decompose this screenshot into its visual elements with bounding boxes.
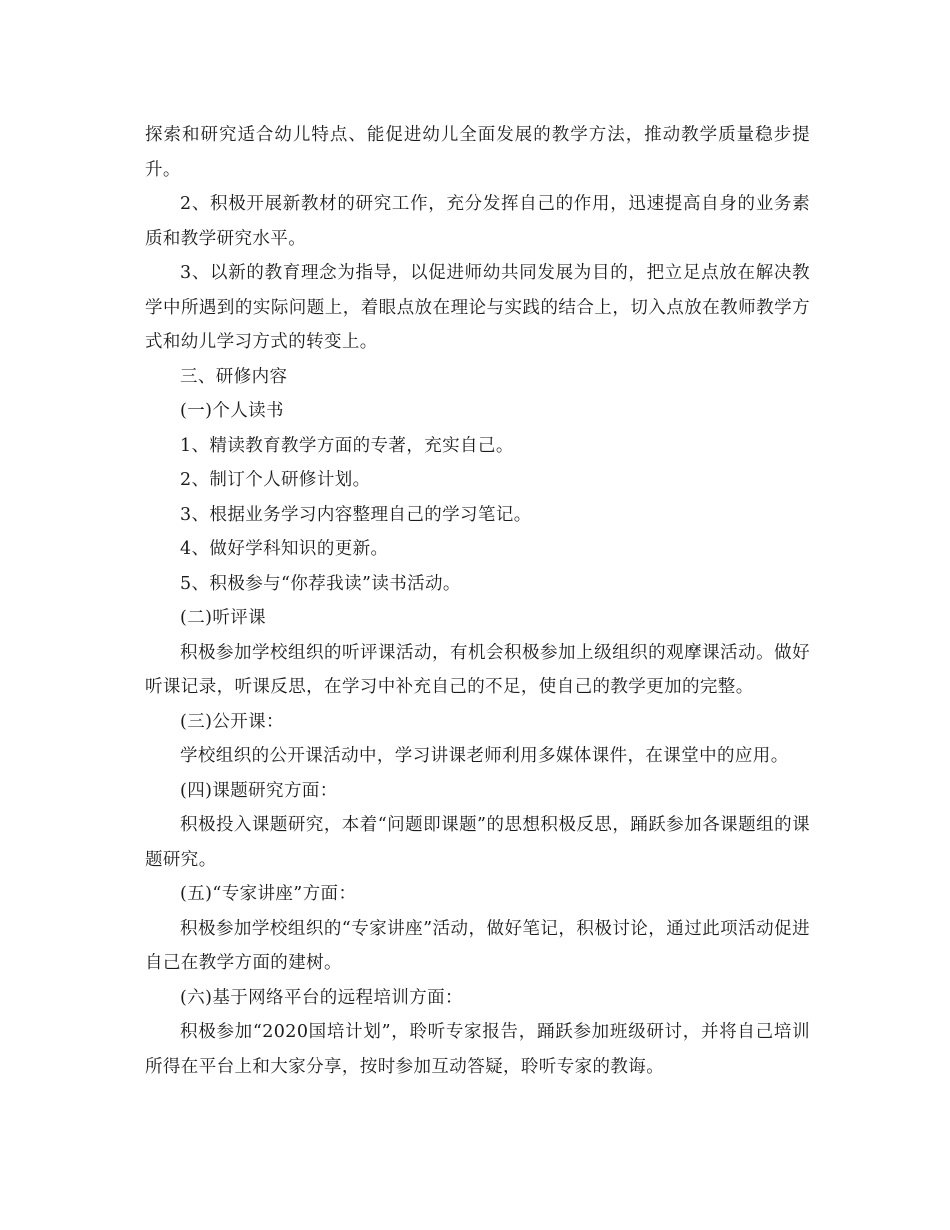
list-item: 4、做好学科知识的更新。 [180,539,389,559]
list-item: 1、精读教育教学方面的专著，充实自己。 [180,435,514,456]
paragraph: 探索和研究适合幼儿特点、能促进幼儿全面发展的教学方法，推动教学质量稳步提升。 [145,125,810,180]
section-heading: 三、研修内容 [180,366,288,387]
paragraph: 学校组织的公开课活动中，学习讲课老师利用多媒体课件，在课堂中的应用。 [180,746,789,766]
paragraph: 积极参加学校组织的“专家讲座”活动，做好笔记，积极讨论，通过此项活动促进自己在教学方面的建树。 [145,918,810,973]
subsection-heading: (二)听评课 [180,608,267,628]
list-item: 5、积极参与“你荐我读”读书活动。 [180,573,461,594]
subsection-heading: (三)公开课： [180,711,284,732]
document-body [145,118,810,1084]
paragraph: 积极投入课题研究，本着“问题即课题”的思想积极反思，踊跃参加各课题组的课题研究。 [145,815,810,870]
list-item: 2、制订个人研修计划。 [180,470,371,490]
paragraph: 2、积极开展新教材的研究工作，充分发挥自己的作用，迅速提高自身的业务素质和教学研究水平。 [145,194,810,249]
subsection-heading: (六)基于网络平台的远程培训方面： [180,987,463,1008]
paragraph: 3、以新的教育理念为指导，以促进师幼共同发展为目的，把立足点放在解决教学中所遇到的实际问题上，着眼点放在理论与实践的结合上，切入点放在教师教学方式和幼儿学习方式的转变上。 [145,263,810,352]
paragraph: 积极参加学校组织的听评课活动，有机会积极参加上级组织的观摩课活动。做好听课记录，听课反思，在学习中补充自己的不足，使自己的教学更加的完整。 [145,642,810,697]
subsection-heading: (一)个人读书 [180,401,284,421]
list-item: 3、根据业务学习内容整理自己的学习笔记。 [180,504,532,525]
paragraph: 积极参加“2020国培计划”，聆听专家报告，踊跃参加班级研讨，并将自己培训所得在平台上和大家分享，按时参加互动答疑，聆听专家的教诲。 [145,1022,810,1077]
subsection-heading: (五)“专家讲座”方面： [180,884,357,904]
subsection-heading: (四)课题研究方面： [180,780,338,801]
